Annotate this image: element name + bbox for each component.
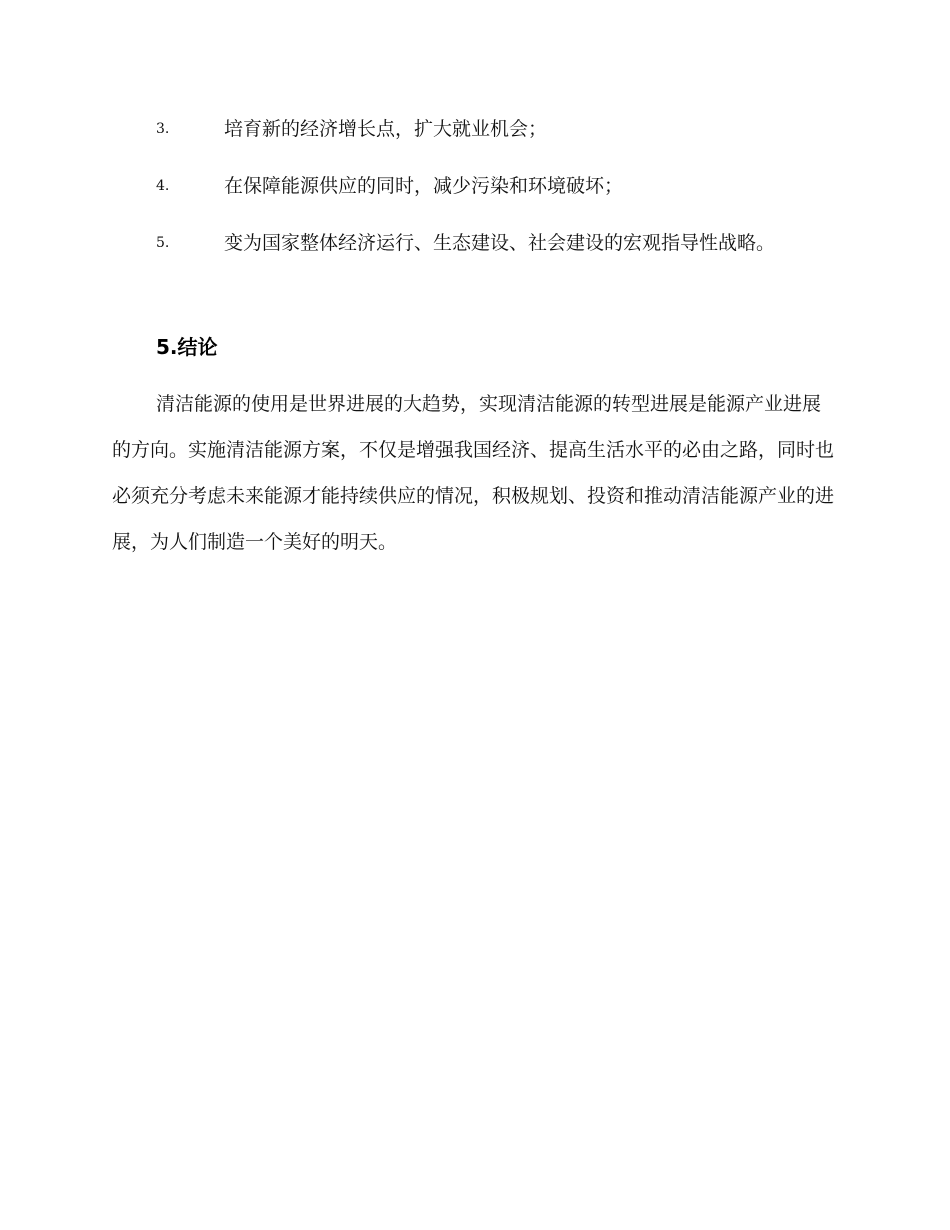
list-item-text: 培育新的经济增长点，扩大就业机会； [224,118,548,140]
section-heading: 5.结论 [156,335,218,359]
list-item [112,220,832,266]
list-item [112,106,832,152]
list-item [112,163,832,209]
conclusion-paragraph: 清洁能源的使用是世界进展的大趋势，实现清洁能源的转型进展是能源产业进展的方向。实施清洁能源方案，不仅是增强我国经济、提高生活水平的必由之路，同时也必须充分考虑未来能源才能持续供应的情况，积极规划、投资和推动清洁能源产业的进展，为人们制造一个美好的明天。 [112,393,835,553]
list-item-number: 3. [156,121,170,137]
list-item-number: 5. [156,235,170,251]
list-item-text: 变为国家整体经济运行、生态建设、社会建设的宏观指导性战略。 [224,232,776,254]
list-item-number: 4. [156,178,170,194]
list-item-text: 在保障能源供应的同时，减少污染和环境破坏； [224,175,624,197]
